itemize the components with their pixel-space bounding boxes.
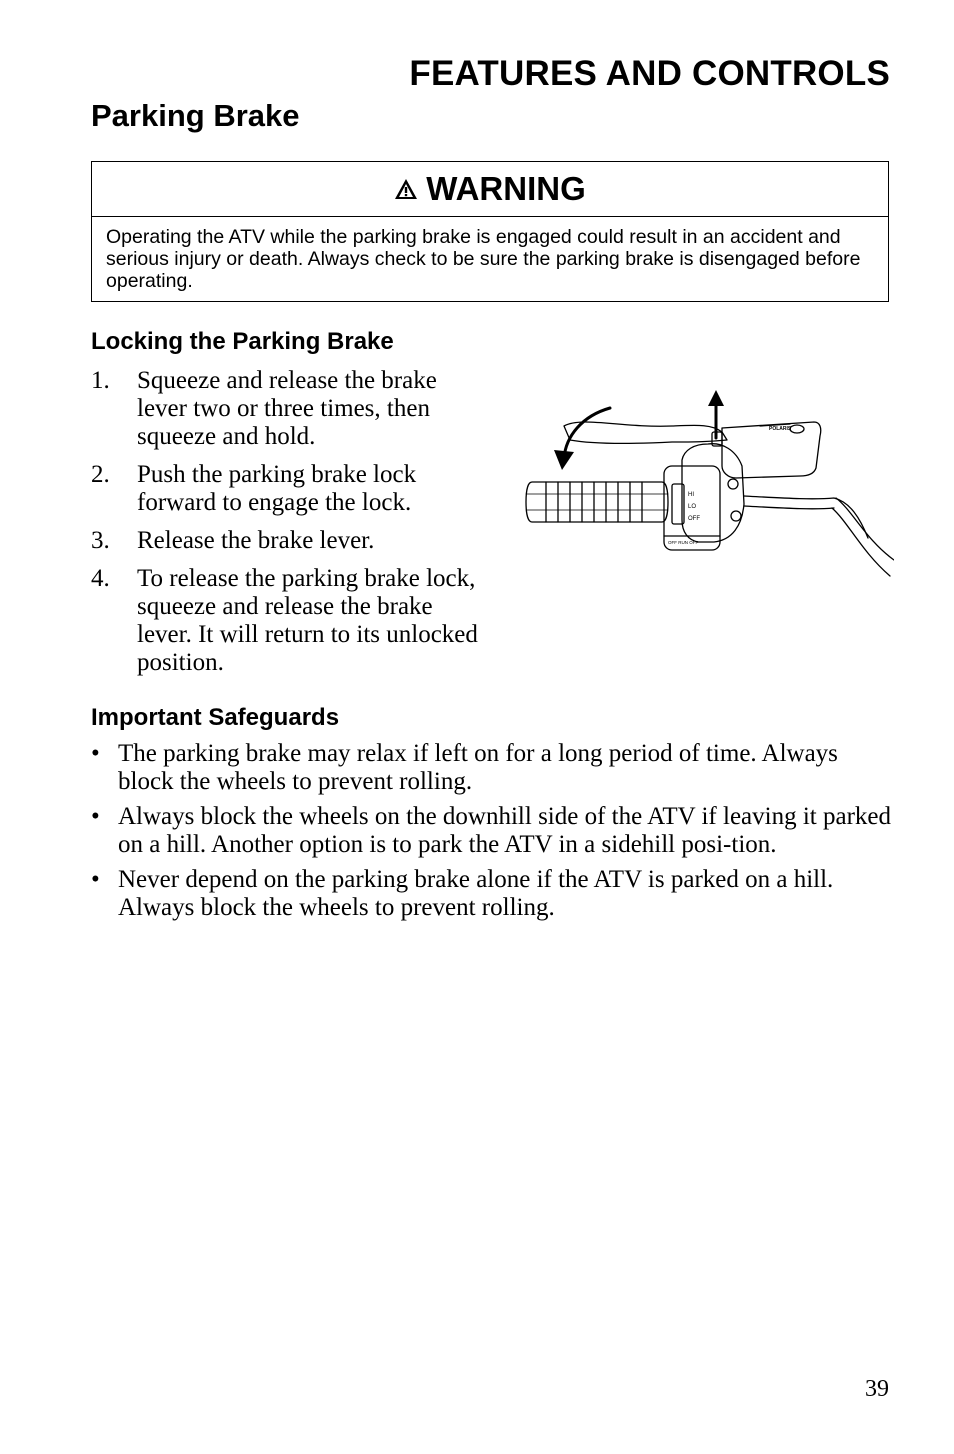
run-switch-labels: OFF RUN OFF <box>668 540 699 545</box>
step-item <box>91 527 481 555</box>
squeeze-arrowhead-icon <box>554 450 574 470</box>
safeguards-list <box>91 740 891 929</box>
handlebar-brake-lever-illustration <box>522 380 894 585</box>
step-number: 3. <box>91 527 110 554</box>
step-number: 4. <box>91 565 110 592</box>
safeguards-heading: Important Safeguards <box>91 704 340 731</box>
list-item <box>91 740 891 796</box>
list-item-text: The parking brake may relax if left on for a long period of time. Always block the wheels to prevent rolling. <box>118 740 838 795</box>
step-text: Release the brake lever. <box>137 527 375 554</box>
section-title: Parking Brake <box>91 98 300 133</box>
warning-label: WARNING <box>426 170 586 207</box>
chapter-title: FEATURES AND CONTROLS <box>409 54 890 93</box>
switch-label-hi: HI <box>688 492 694 498</box>
locking-heading: Locking the Parking Brake <box>91 328 394 355</box>
switch-label-off: OFF <box>688 516 700 522</box>
step-item <box>91 461 481 517</box>
bullet-icon: • <box>91 803 100 830</box>
bullet-icon: • <box>91 740 100 767</box>
step-text: To release the parking brake lock, squeeze and release the brake lever. It will return to its unlocked position. <box>137 565 478 676</box>
warning-header <box>92 162 888 217</box>
handlebar <box>744 496 868 538</box>
warning-triangle-icon <box>394 178 418 200</box>
step-item <box>91 367 481 451</box>
brake-cable <box>832 498 894 576</box>
step-number: 2. <box>91 461 110 488</box>
switch-label-lo: LO <box>688 504 697 510</box>
warning-box <box>91 161 889 302</box>
step-item <box>91 565 481 677</box>
step-text: Push the parking brake lock forward to engage the lock. <box>137 461 417 516</box>
bullet-icon: • <box>91 866 100 893</box>
list-item-text: Never depend on the parking brake alone if the ATV is parked on a hill. Always block the wheels to prevent rolling. <box>118 866 834 921</box>
brand-label: POLARIS <box>769 426 792 432</box>
page-number: 39 <box>865 1376 889 1402</box>
warning-text: Operating the ATV while the parking brake is engaged could result in an accident and serious injury or death. Always check to be sure the parking brake is disengaged before operating. <box>106 226 861 292</box>
squeeze-arrow-icon <box>564 408 610 458</box>
step-text: Squeeze and release the brake lever two or three times, then squeeze and hold. <box>137 367 437 450</box>
lock-arrowhead-icon <box>708 390 724 406</box>
brake-lever <box>564 422 727 443</box>
locking-steps <box>91 367 481 687</box>
list-item <box>91 803 891 859</box>
handle-grip <box>526 482 668 522</box>
list-item-text: Always block the wheels on the downhill side of the ATV if leaving it parked on a hill. Another option is to park the ATV in a sidehill posi-tion. <box>118 803 891 858</box>
step-number: 1. <box>91 367 110 394</box>
list-item <box>91 866 891 922</box>
